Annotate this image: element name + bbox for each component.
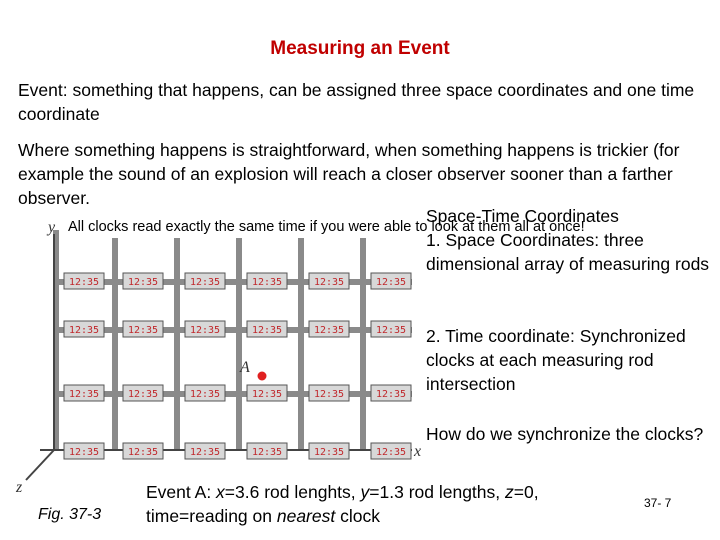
clock-reading: 12:35 bbox=[68, 447, 100, 458]
clock-reading: 12:35 bbox=[313, 325, 345, 336]
clock-reading: 12:35 bbox=[313, 277, 345, 288]
clock bbox=[247, 321, 287, 337]
clock bbox=[247, 273, 287, 289]
page-number: 37- 7 bbox=[644, 496, 672, 510]
clock bbox=[247, 443, 287, 459]
z-axis-label: z bbox=[16, 479, 23, 496]
clock-grid-svg bbox=[0, 200, 430, 500]
clock-reading: 12:35 bbox=[251, 447, 283, 458]
clock bbox=[123, 443, 163, 459]
clock bbox=[309, 443, 349, 459]
clock bbox=[371, 385, 411, 401]
vertical-rod bbox=[360, 230, 366, 450]
vertical-rod bbox=[112, 230, 118, 450]
slide-title: Measuring an Event bbox=[270, 38, 450, 59]
event-a-label: A bbox=[240, 359, 250, 376]
vertical-rod bbox=[298, 230, 304, 450]
caption-z-value: =0, bbox=[513, 482, 539, 502]
clock bbox=[309, 385, 349, 401]
clock bbox=[64, 273, 104, 289]
clock-reading: 12:35 bbox=[127, 447, 159, 458]
space-coordinates-point: 1. Space Coordinates: three dimensional array of measuring rods bbox=[426, 230, 710, 274]
caption-x-var: x bbox=[216, 482, 225, 502]
caption-prefix: Event A: bbox=[146, 482, 217, 502]
clock-reading: 12:35 bbox=[313, 447, 345, 458]
clock bbox=[371, 443, 411, 459]
clock-reading: 12:35 bbox=[68, 325, 100, 336]
clock bbox=[309, 273, 349, 289]
clock bbox=[309, 321, 349, 337]
clock-reading: 12:35 bbox=[251, 325, 283, 336]
figure-label: Fig. 37-3 bbox=[38, 506, 102, 523]
caption-x-value: =3.6 rod lenghts, bbox=[224, 482, 361, 502]
clock-reading: 12:35 bbox=[251, 277, 283, 288]
clock-reading: 12:35 bbox=[189, 447, 221, 458]
caption-z-var: z bbox=[505, 482, 514, 502]
vertical-rod bbox=[174, 230, 180, 450]
horizontal-rod bbox=[54, 279, 412, 285]
spacetime-heading: Space-Time Coordinates bbox=[426, 206, 619, 226]
event-definition: Event: something that happens, can be assigned three space coordinates and one time coordinate bbox=[18, 80, 695, 124]
clock-reading: 12:35 bbox=[375, 277, 407, 288]
where-when-paragraph: Where something happens is straightforward, when something happens is trickier (for example the sound of an explosion will reach a closer observer sooner than a farther observer. bbox=[18, 140, 680, 208]
clock-reading: 12:35 bbox=[189, 325, 221, 336]
clock bbox=[247, 385, 287, 401]
clock bbox=[185, 385, 225, 401]
z-axis-line bbox=[26, 450, 54, 480]
x-axis-label: x bbox=[414, 443, 422, 460]
time-coordinate-point: 2. Time coordinate: Synchronized clocks at each measuring rod intersection bbox=[426, 326, 686, 394]
horizontal-rod bbox=[54, 327, 412, 333]
caption-y-var: y bbox=[360, 482, 370, 502]
clock-reading: 12:35 bbox=[68, 277, 100, 288]
clock bbox=[185, 443, 225, 459]
clock-reading: 12:35 bbox=[251, 389, 283, 400]
clock-reading: 12:35 bbox=[68, 389, 100, 400]
clock-reading: 12:35 bbox=[127, 325, 159, 336]
caption-line-1 bbox=[146, 480, 539, 504]
clock-reading: 12:35 bbox=[189, 277, 221, 288]
caption-y-value: =1.3 rod lengths, bbox=[369, 482, 506, 502]
clock-reading: 12:35 bbox=[127, 277, 159, 288]
vertical-rod bbox=[236, 230, 242, 450]
clock-reading: 12:35 bbox=[127, 389, 159, 400]
clock-reading: 12:35 bbox=[375, 325, 407, 336]
caption-line-2 bbox=[146, 504, 539, 528]
clock-reading: 12:35 bbox=[189, 389, 221, 400]
spacetime-coordinates bbox=[426, 204, 716, 276]
clock-note: All clocks read exactly the same time if you were able to look at them all at once! bbox=[66, 216, 587, 238]
clock bbox=[371, 321, 411, 337]
caption-line2-prefix: time=reading on bbox=[146, 506, 277, 526]
y-axis-label: y bbox=[48, 219, 56, 236]
event-caption bbox=[146, 480, 539, 528]
caption-line2-suffix: clock bbox=[335, 506, 380, 526]
clock bbox=[64, 321, 104, 337]
event-a-dot bbox=[258, 372, 267, 381]
clock bbox=[64, 443, 104, 459]
clock-reading: 12:35 bbox=[375, 447, 407, 458]
clock bbox=[123, 273, 163, 289]
clock bbox=[185, 273, 225, 289]
clock bbox=[123, 321, 163, 337]
clock bbox=[371, 273, 411, 289]
clock bbox=[123, 385, 163, 401]
synchronize-question: How do we synchronize the clocks? bbox=[426, 424, 704, 444]
clock bbox=[64, 385, 104, 401]
caption-emphasis: nearest bbox=[276, 506, 336, 526]
clock-grid-figure bbox=[0, 200, 430, 500]
clock-reading: 12:35 bbox=[375, 389, 407, 400]
horizontal-rod bbox=[54, 391, 412, 397]
clock-reading: 12:35 bbox=[313, 389, 345, 400]
clock bbox=[185, 321, 225, 337]
